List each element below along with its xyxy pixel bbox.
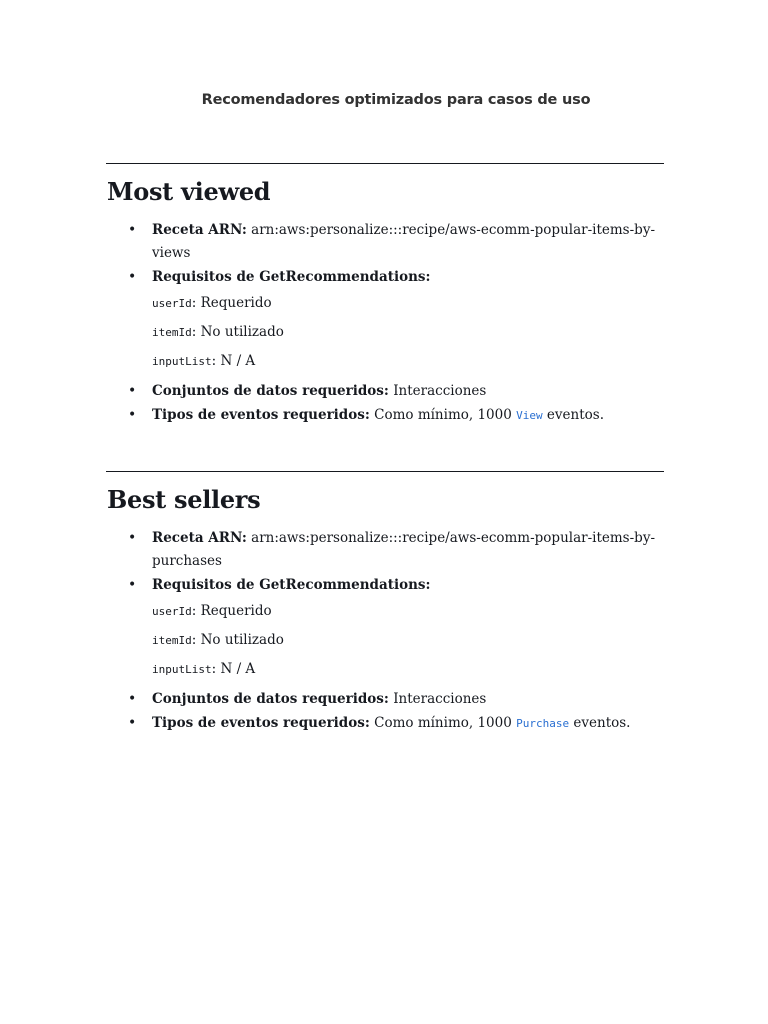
param-name: inputList xyxy=(152,663,212,677)
datasets-item xyxy=(106,380,664,403)
section-best-sellers xyxy=(106,471,664,737)
recipe-details-list-2 xyxy=(106,688,664,736)
param-itemid xyxy=(106,630,664,651)
events-label: Tipos de eventos requeridos: xyxy=(152,715,370,732)
param-userid xyxy=(106,601,664,622)
events-label: Tipos de eventos requeridos: xyxy=(152,407,370,424)
section-most-viewed xyxy=(106,163,664,429)
section-divider xyxy=(106,471,664,472)
param-value: Requerido xyxy=(200,295,272,312)
events-suffix: eventos. xyxy=(573,715,631,732)
param-separator: : xyxy=(191,295,197,312)
param-itemid xyxy=(106,322,664,343)
param-value: N / A xyxy=(220,661,256,678)
recipe-arn-value: arn:aws:personalize:::recipe/aws-ecomm-popular-items-by-purchases xyxy=(152,530,656,569)
param-separator: : xyxy=(211,661,217,678)
param-value: Requerido xyxy=(200,603,272,620)
section-title: Best sellers xyxy=(107,485,261,514)
datasets-item xyxy=(106,688,664,711)
param-separator: : xyxy=(191,603,197,620)
recipe-arn-label: Receta ARN: xyxy=(152,530,247,547)
datasets-label: Conjuntos de datos requeridos: xyxy=(152,691,389,708)
param-value: No utilizado xyxy=(200,324,284,341)
param-inputlist xyxy=(106,659,664,680)
param-name: userId xyxy=(152,297,192,311)
param-separator: : xyxy=(211,353,217,370)
recipe-details-list xyxy=(106,219,664,288)
param-separator: : xyxy=(191,324,197,341)
event-type-code: View xyxy=(516,409,543,423)
param-userid xyxy=(106,293,664,314)
datasets-value: Interacciones xyxy=(393,691,487,708)
recipe-arn-item xyxy=(106,527,664,572)
events-prefix: Como mínimo, 1000 xyxy=(374,715,512,732)
requirements-label: Requisitos de GetRecommendations: xyxy=(152,268,431,285)
page-header: Recomendadores optimizados para casos de uso xyxy=(201,92,591,108)
param-value: N / A xyxy=(220,353,256,370)
section-divider xyxy=(106,163,664,164)
events-item xyxy=(106,712,664,736)
param-name: itemId xyxy=(152,326,192,340)
recipe-arn-item xyxy=(106,219,664,264)
param-name: inputList xyxy=(152,355,212,369)
param-inputlist xyxy=(106,351,664,372)
param-value: No utilizado xyxy=(200,632,284,649)
recipe-details-list xyxy=(106,527,664,596)
requirements-item xyxy=(106,266,664,289)
recipe-arn-value: arn:aws:personalize:::recipe/aws-ecomm-popular-items-by-views xyxy=(152,222,656,261)
param-name: itemId xyxy=(152,634,192,648)
events-prefix: Como mínimo, 1000 xyxy=(374,407,512,424)
param-separator: : xyxy=(191,632,197,649)
events-suffix: eventos. xyxy=(546,407,604,424)
events-item xyxy=(106,404,664,428)
datasets-label: Conjuntos de datos requeridos: xyxy=(152,383,389,400)
requirements-item xyxy=(106,574,664,597)
datasets-value: Interacciones xyxy=(393,383,487,400)
recipe-details-list-2 xyxy=(106,380,664,428)
event-type-code: Purchase xyxy=(516,717,570,731)
param-name: userId xyxy=(152,605,192,619)
requirements-label: Requisitos de GetRecommendations: xyxy=(152,576,431,593)
section-title: Most viewed xyxy=(107,177,271,206)
recipe-arn-label: Receta ARN: xyxy=(152,222,247,239)
